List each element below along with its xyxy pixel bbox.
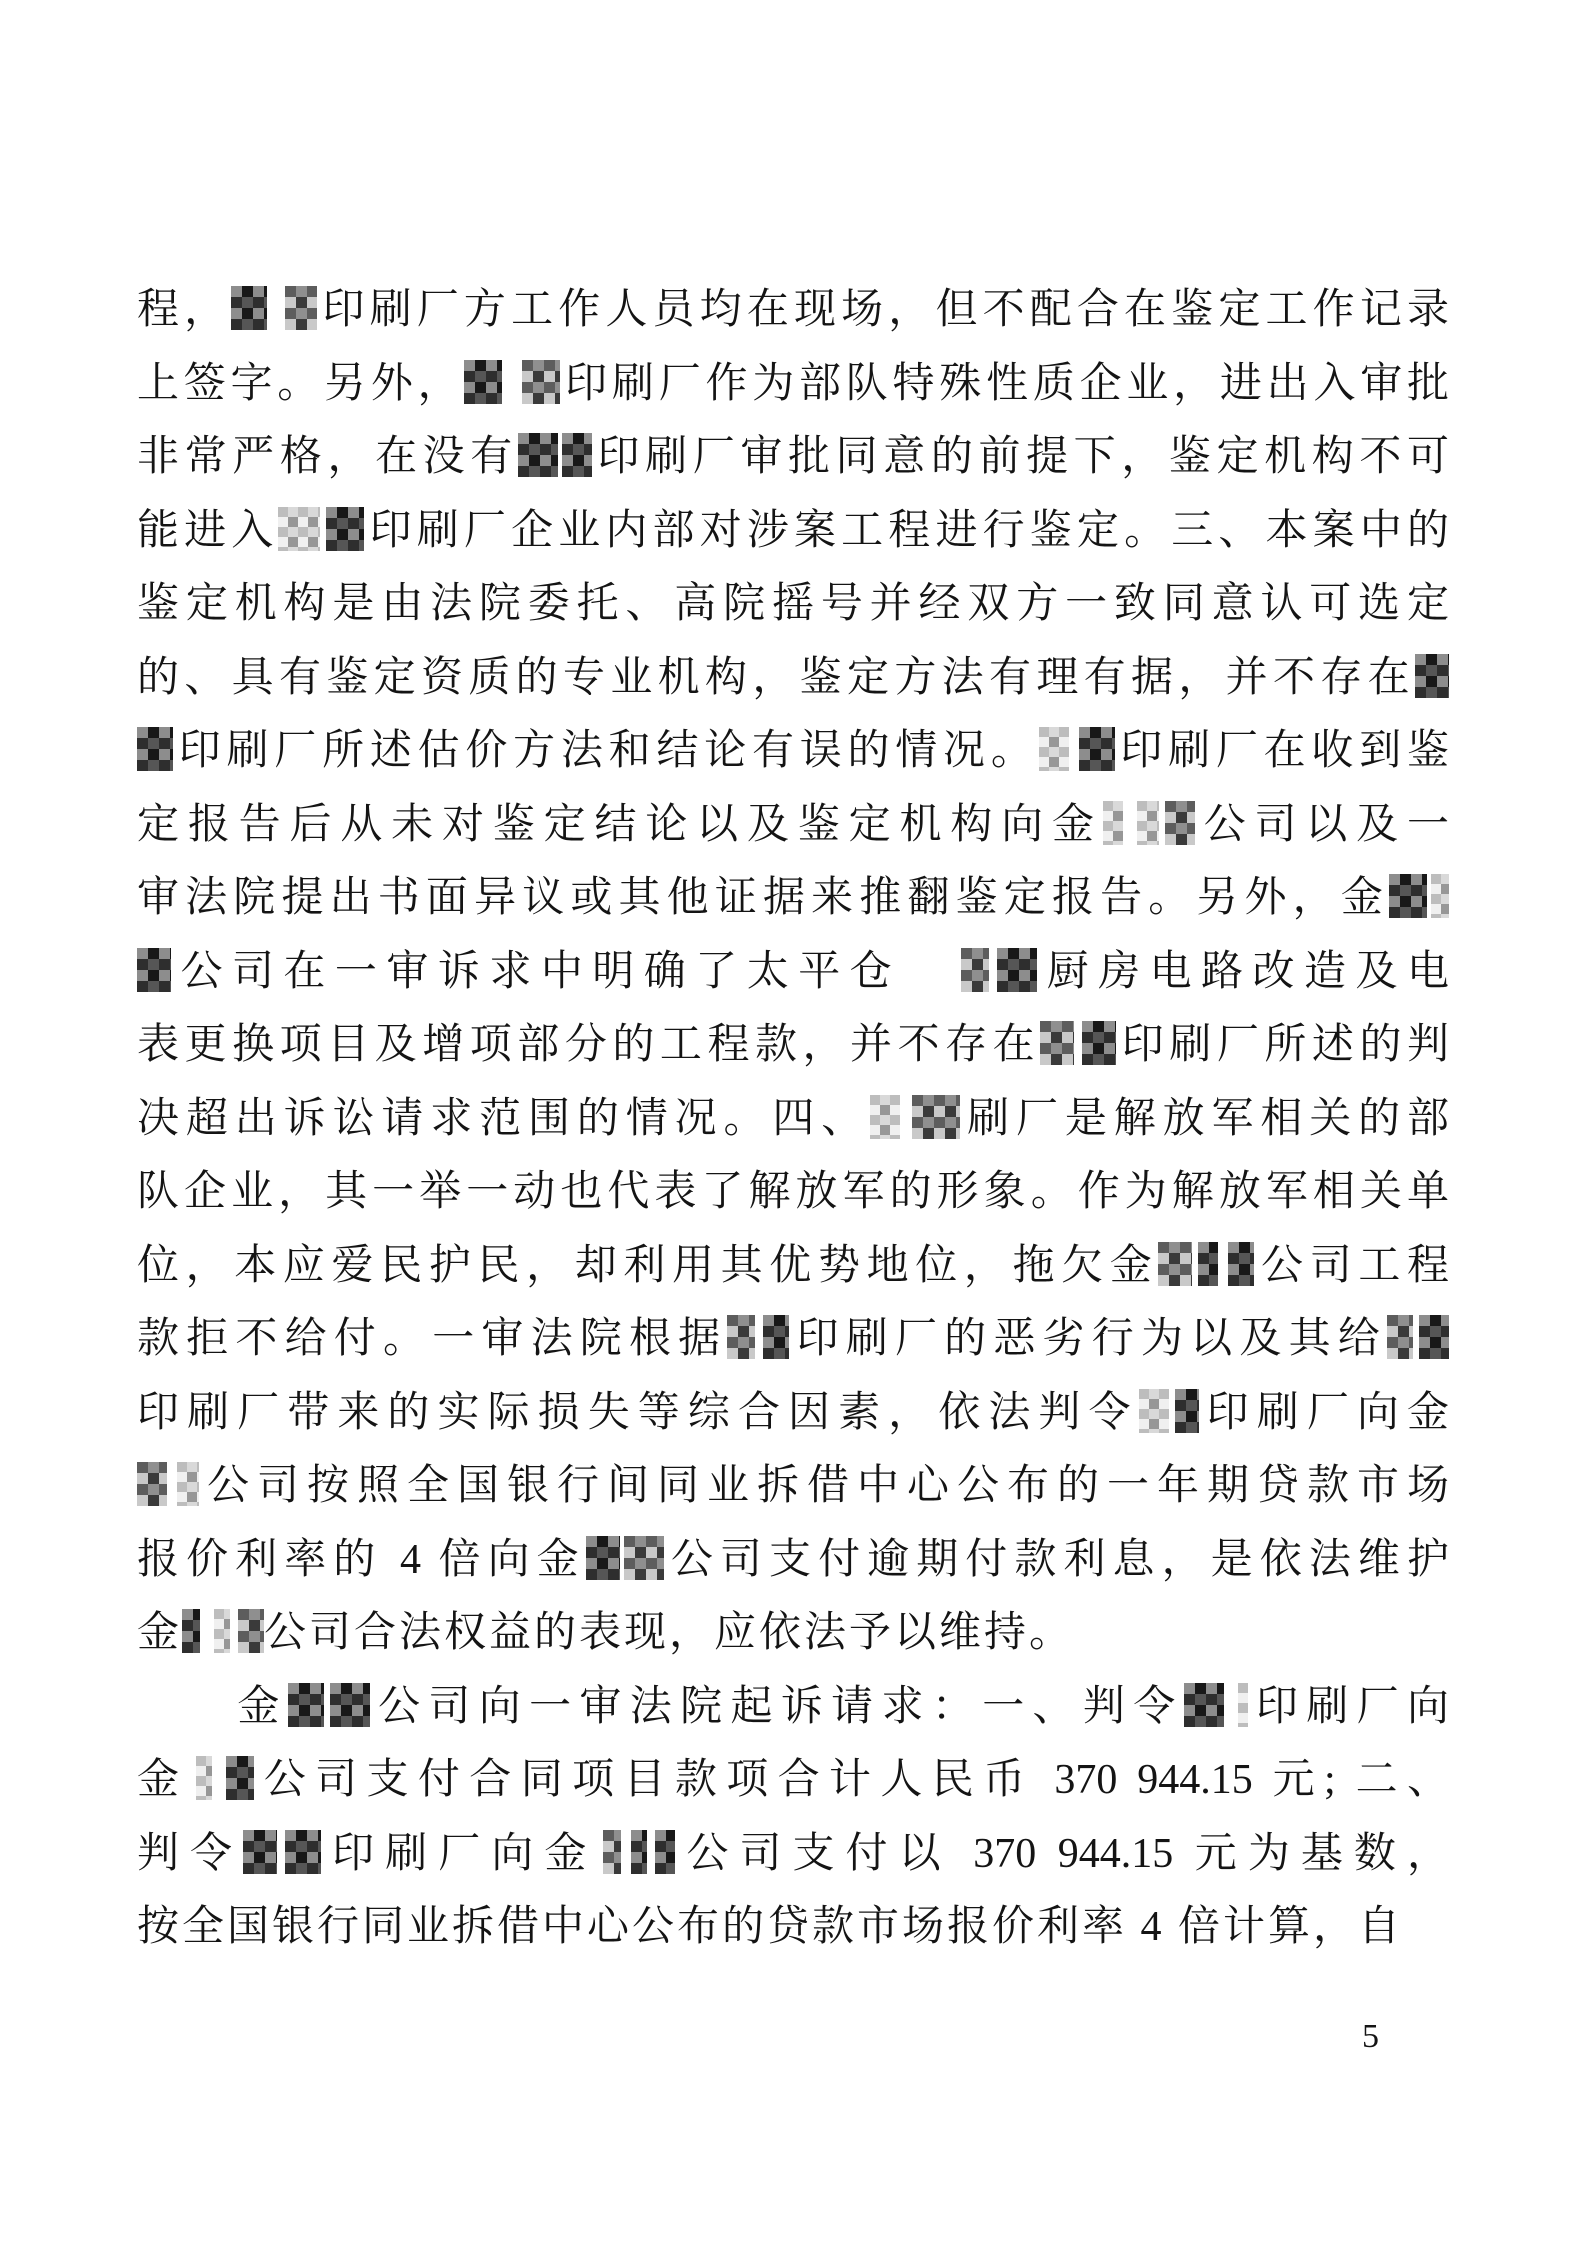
redaction-block [1137, 801, 1159, 845]
text-run: 按全国银行同业拆借中心公布的贷款市场报价利率 4 倍计算，自 [137, 1904, 1404, 1950]
redaction-block [464, 360, 502, 404]
text-line [137, 642, 1449, 716]
gap [1224, 1710, 1238, 1720]
text-run: 公司合法权益的表现，应依法予以维持。 [264, 1610, 1075, 1656]
text-run: 印刷厂带来的实际损失等综合因素，依法判令 [137, 1389, 1139, 1436]
text-line [137, 348, 1449, 422]
text-line [137, 1377, 1449, 1451]
redaction-block [1079, 727, 1115, 771]
redaction-block [655, 1830, 675, 1874]
text-run: 印刷厂所述的判 [1116, 1022, 1449, 1068]
gap [200, 1636, 214, 1646]
redaction-block [1103, 801, 1123, 845]
text-run: 款拒不给付。一审法院根据 [137, 1316, 728, 1362]
text-run: 能进入 [137, 507, 279, 554]
text-line [137, 568, 1449, 642]
text-run: 公司以及一 [1194, 801, 1449, 848]
text-line [137, 1450, 1449, 1524]
redaction-block [603, 1830, 621, 1874]
redaction-block [631, 1830, 647, 1874]
redaction-block [997, 948, 1037, 992]
text-run: 印刷厂在收到鉴 [1114, 728, 1449, 774]
text-run: 印刷厂方工作人员均在现场，但不配合在鉴定工作记录 [317, 287, 1449, 333]
redaction-block [177, 1462, 199, 1506]
redaction-block [137, 1462, 167, 1506]
text-line [137, 862, 1449, 936]
redaction-block [562, 433, 592, 477]
text-run: 印刷厂向金 [321, 1830, 598, 1877]
gap [267, 313, 285, 323]
text-run: 公司支付以 370 944.15 元为基数， [675, 1830, 1449, 1877]
redaction-block [285, 1830, 321, 1874]
text-run: 决超出诉讼请求范围的情况。四、 [137, 1095, 871, 1142]
gap [277, 1857, 285, 1867]
gap [621, 1857, 631, 1867]
text-line [137, 936, 1449, 1010]
text-run: 公司工程 [1254, 1242, 1449, 1289]
gap [167, 1489, 177, 1499]
redaction-block [1389, 874, 1427, 918]
text-run: 队企业，其一举一动也代表了解放军的形象。作为解放军相关单 [137, 1169, 1449, 1215]
gap [1123, 828, 1137, 838]
redaction-block [518, 433, 558, 477]
gap [230, 1636, 238, 1646]
redaction-block [196, 1756, 212, 1800]
text-run: 公司支付合同项目款项合计人民币 370 944.15 元; 二、 [254, 1757, 1449, 1803]
redaction-block [1228, 1242, 1254, 1286]
text-line [137, 1303, 1449, 1377]
text-run: 印刷厂所述估价方法和结论有误的情况。 [173, 728, 1039, 774]
redaction-block [961, 948, 989, 992]
text-line [137, 1009, 1449, 1083]
text-run: 表更换项目及增项部分的工程款，并不存在 [137, 1022, 1041, 1068]
text-line [137, 1156, 1449, 1230]
redaction-block [226, 1756, 254, 1800]
text-line [137, 1083, 1449, 1157]
text-run: 印刷厂企业内部对涉案工程进行鉴定。三、本案中的 [364, 507, 1449, 554]
redaction-block [243, 1830, 277, 1874]
text-run: 非常严格，在没有 [137, 434, 518, 480]
text-run: 厨房电路改造及电 [1037, 948, 1449, 995]
text-line [137, 1744, 1449, 1818]
text-line [137, 1671, 1449, 1745]
redaction-block [1387, 1315, 1413, 1359]
redaction-block [1415, 654, 1449, 698]
gap [137, 1710, 229, 1720]
text-run: 公司支付逾期付款利息，是依法维护 [663, 1536, 1449, 1583]
redaction-block [1175, 1389, 1199, 1433]
text-run: 印刷厂审批同意的前提下，鉴定机构不可 [591, 434, 1449, 480]
redaction-block [870, 1095, 900, 1139]
redaction-block [727, 1315, 755, 1359]
text-run: 印刷厂作为部队特殊性质企业，进出入审批 [560, 360, 1449, 407]
redaction-block [231, 286, 267, 330]
redaction-block [586, 1536, 620, 1580]
page-number: 5 [1362, 2018, 1379, 2055]
text-run: 位，本应爱民护民，却利用其优势地位，拖欠金 [137, 1242, 1159, 1289]
redaction-block [326, 507, 364, 551]
gap [212, 1783, 226, 1793]
text-run: 印刷厂向 [1247, 1683, 1449, 1730]
redaction-block [1139, 1389, 1169, 1433]
text-line [137, 274, 1449, 348]
gap [1069, 754, 1079, 764]
redaction-block [214, 1609, 230, 1653]
redaction-block [912, 1095, 960, 1139]
redaction-block [1039, 727, 1069, 771]
text-line [137, 1524, 1449, 1598]
gap [188, 1783, 196, 1793]
text-block [137, 274, 1449, 1965]
gap [1074, 1048, 1082, 1058]
text-run: 鉴定机构是由法院委托、高院摇号并经双方一致同意认可选定 [137, 581, 1449, 627]
text-line [137, 1230, 1449, 1304]
text-run: 金 [137, 1610, 183, 1656]
text-run: 刷厂是解放军相关的部 [960, 1095, 1449, 1142]
text-line [137, 789, 1449, 863]
text-run: 公司向一审法院起诉请求：一、判令 [369, 1683, 1184, 1730]
text-line [137, 715, 1449, 789]
gap [901, 975, 961, 985]
redaction-block [1184, 1683, 1224, 1727]
redaction-block [1165, 801, 1195, 845]
gap [502, 387, 522, 397]
text-line [137, 1818, 1449, 1892]
text-run: 程， [137, 287, 232, 333]
redaction-block [1419, 1315, 1449, 1359]
text-run: 报价利率的 4 倍向金 [137, 1536, 586, 1583]
text-run: 金 [137, 1757, 189, 1803]
text-run: 判令 [137, 1830, 244, 1877]
text-line [137, 421, 1449, 495]
redaction-block [288, 1683, 324, 1727]
redaction-block [1040, 1021, 1074, 1065]
redaction-block [1431, 874, 1449, 918]
text-line [137, 1597, 1449, 1671]
redaction-block [137, 727, 173, 771]
redaction-block [238, 1609, 264, 1653]
redaction-block [1238, 1683, 1248, 1727]
text-run: 公司按照全国银行间同业拆借中心公布的一年期贷款市场 [199, 1463, 1449, 1509]
redaction-block [137, 948, 171, 992]
redaction-block [330, 1683, 370, 1727]
gap [755, 1342, 763, 1352]
text-run: 上签字。另外， [137, 360, 465, 407]
redaction-block [624, 1536, 664, 1580]
redaction-block [1158, 1242, 1192, 1286]
redaction-block [522, 360, 560, 404]
redaction-block [1082, 1021, 1116, 1065]
text-run: 金 [229, 1683, 288, 1730]
text-run: 的、具有鉴定资质的专业机构，鉴定方法有理有据，并不存在 [137, 654, 1415, 701]
text-run: 定报告后从未对鉴定结论以及鉴定机构向金 [137, 801, 1103, 848]
redaction-block [285, 286, 317, 330]
redaction-block [1198, 1242, 1218, 1286]
text-line [137, 1891, 1449, 1965]
text-run: 审法院提出书面异议或其他证据来推翻鉴定报告。另外，金 [137, 875, 1389, 921]
text-line [137, 495, 1449, 569]
redaction-block [278, 507, 320, 551]
redaction-block [182, 1609, 200, 1653]
gap [989, 975, 997, 985]
text-run: 公司在一审诉求中明确了太平仓 [171, 948, 902, 995]
gap [1218, 1269, 1228, 1279]
text-run: 印刷厂向金 [1198, 1389, 1449, 1436]
text-run: 印刷厂的恶劣行为以及其给 [789, 1316, 1387, 1362]
redaction-block [763, 1315, 789, 1359]
gap [900, 1122, 912, 1132]
gap [647, 1857, 655, 1867]
